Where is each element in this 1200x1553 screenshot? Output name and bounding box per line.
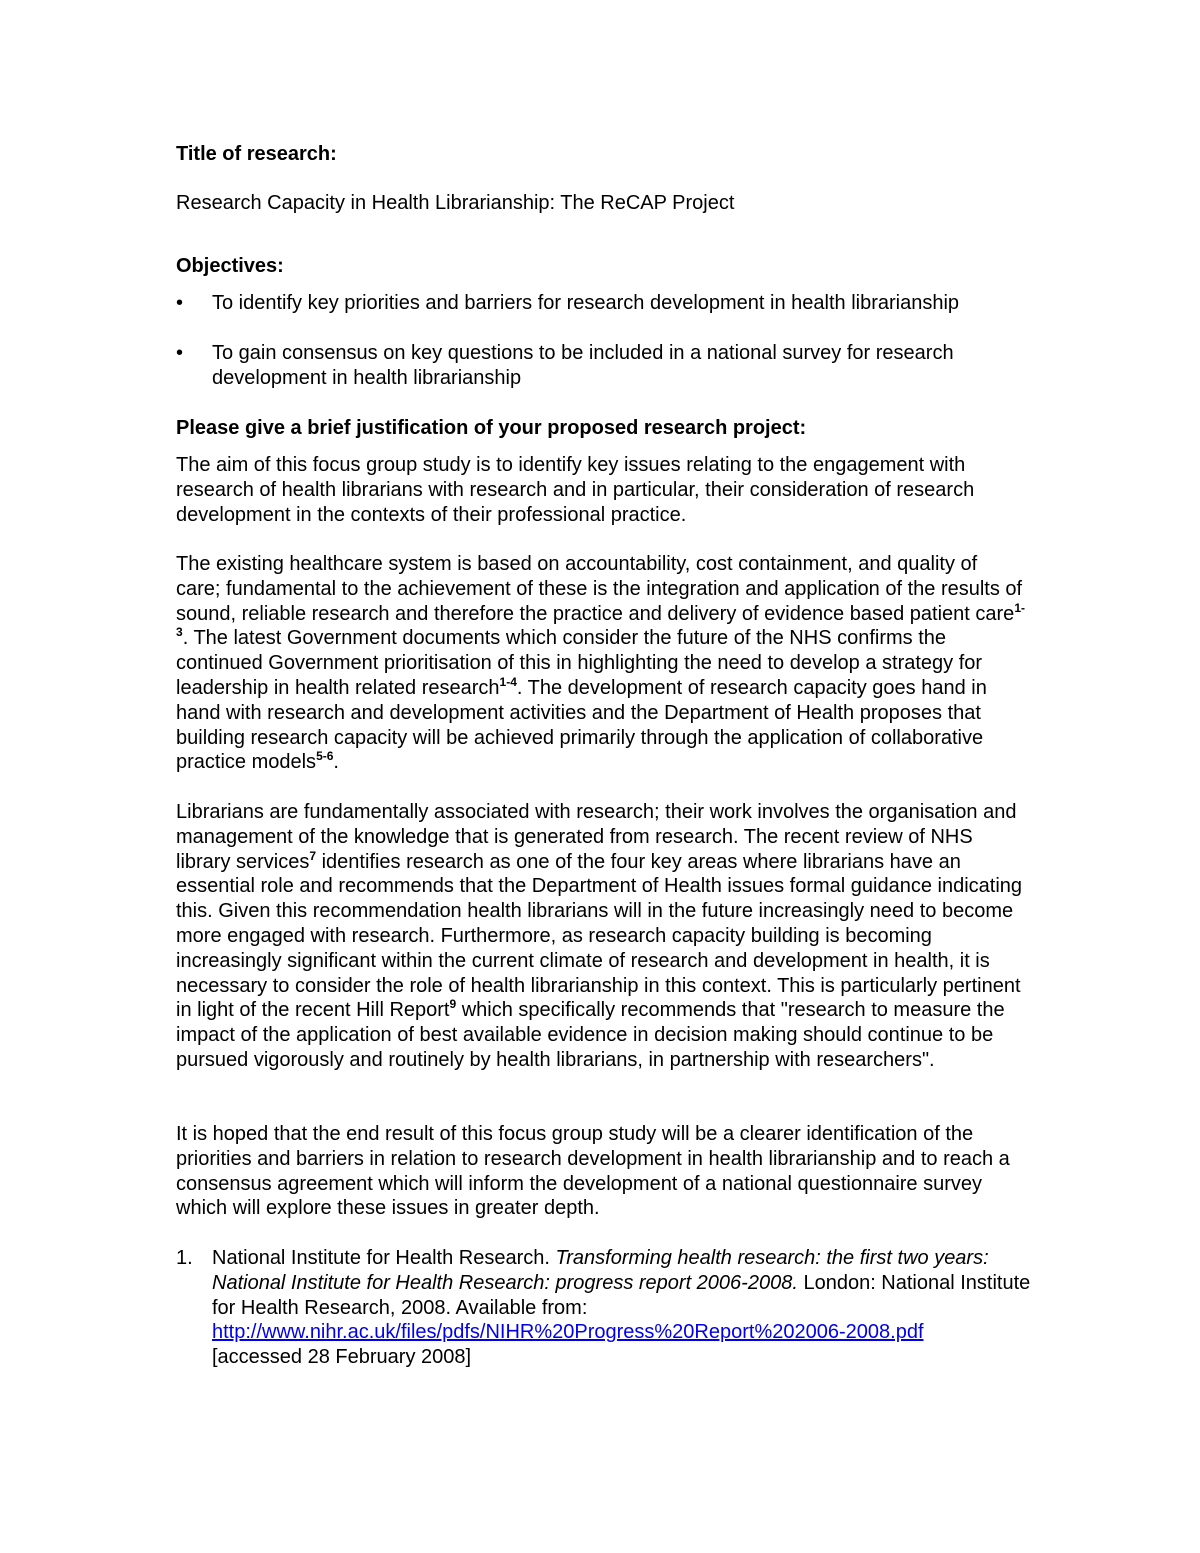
reference-item (212, 1246, 1042, 1370)
paragraph-librarians (176, 800, 1026, 1073)
reference-link[interactable]: http://www.nihr.ac.uk/files/pdfs/NIHR%20Progress%20Report%202006-2008.pdf (212, 1321, 924, 1344)
citation: 1-3 (176, 600, 1025, 640)
citation: 9 (449, 997, 457, 1012)
reference-number: 1. (176, 1247, 193, 1269)
paragraph-healthcare-system (176, 552, 1026, 775)
objective-item: To identify key priorities and barriers for research development in health librarianship (212, 292, 960, 314)
title-value: Research Capacity in Health Librarianship: The ReCAP Project (176, 192, 735, 214)
reference-author: National Institute for Health Research. (212, 1247, 550, 1269)
paragraph-text: . The development of research capacity goes hand in hand with research and development activities and the Department of Health proposes that building research capacity will be achieved primarily through the application of collaborative practice models (176, 676, 987, 774)
objectives-heading: Objectives: (176, 255, 284, 277)
paragraph-aim: The aim of this focus group study is to identify key issues relating to the engagement with research of health librarians with research and in particular, their consideration of research development in the contexts of their professional practice. (176, 454, 975, 526)
justification-heading: Please give a brief justification of your proposed research project: (176, 417, 807, 439)
paragraph-text: which specifically recommends that "research to measure the impact of the application of best available evidence in decision making should continue to be pursued vigorously and routinely by health librarians, in partnership with researchers". (176, 999, 1005, 1071)
paragraph-conclusion: It is hoped that the end result of this focus group study will be a clearer identification of the priorities and barriers in relation to research development in health librarianship and to reach a consensus agreement which will inform the development of a national questionnaire survey which will explore these issues in greater depth. (176, 1123, 1010, 1220)
reference-publisher: London: National Institute for Health Research, 2008. Available from: (212, 1271, 1031, 1319)
reference-title: Transforming health research: the first two years: National Institute for Health Research: progress report 2006-2008. (212, 1247, 989, 1294)
citation: 5-6 (316, 749, 334, 764)
citation: 7 (309, 848, 317, 863)
paragraph-text: identifies research as one of the four key areas where librarians have an essential role and recommends that the Department of Health issues formal guidance indicating this. Given this recommendation health librarians will in the future increasingly need to become more engaged with research. Furthermore, as research capacity building is becoming increasingly significant within the current climate of research and development in health, it is necessary to consider the role of health librarianship in this context. This is particularly pertinent in light of the recent Hill Report (176, 850, 1023, 1022)
objective-item: To gain consensus on key questions to be included in a national survey for research development in health librarianship (212, 342, 954, 389)
citation: 1-4 (499, 674, 517, 689)
paragraph-text: Librarians are fundamentally associated with research; their work involves the organisation and management of the knowledge that is generated from research. The recent review of NHS library services (176, 801, 1017, 873)
bullet-icon: • (176, 292, 184, 314)
reference-accessed: [accessed 28 February 2008] (212, 1346, 472, 1369)
paragraph-text: . The latest Government documents which consider the future of the NHS confirms the continued Government prioritisation of this in highlighting the need to develop a strategy for leadership in health related research (176, 627, 983, 699)
paragraph-text: The existing healthcare system is based on accountability, cost containment, and quality of care; fundamental to the achievement of these is the integration and application of the results of sound, reliable research and therefore the practice and delivery of evidence based patient care (176, 553, 1023, 625)
bullet-icon: • (176, 342, 184, 364)
title-heading: Title of research: (176, 143, 337, 165)
paragraph-text: . (333, 751, 339, 774)
